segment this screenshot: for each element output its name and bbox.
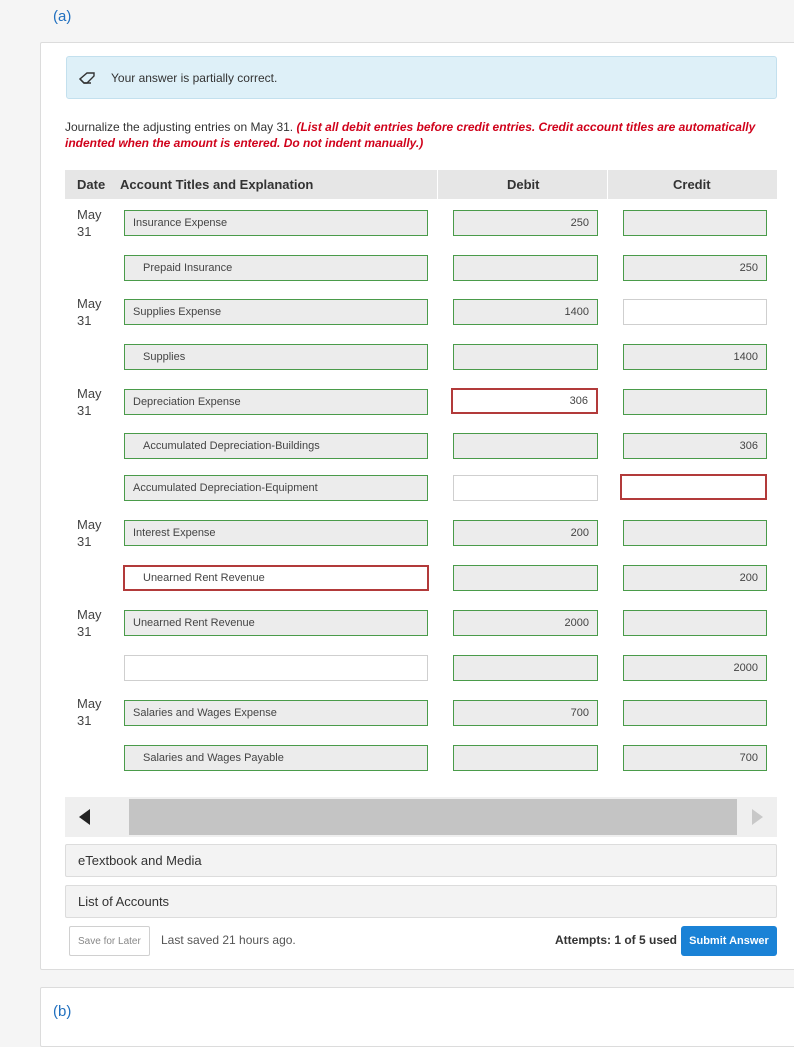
debit-input[interactable]: 1400 [453,299,598,325]
scrollbar-thumb[interactable] [129,799,737,835]
last-saved-text: Last saved 21 hours ago. [161,933,296,947]
debit-input[interactable]: 250 [453,210,598,236]
debit-input[interactable] [453,255,598,281]
account-input[interactable]: Salaries and Wages Payable [124,745,428,771]
part-b-card [40,987,794,1047]
credit-input[interactable] [623,610,767,636]
list-of-accounts-panel[interactable]: List of Accounts [65,885,777,918]
credit-input[interactable]: 250 [623,255,767,281]
eraser-icon [79,72,97,84]
save-for-later-button[interactable]: Save for Later [69,926,150,956]
header-account: Account Titles and Explanation [120,177,314,192]
credit-input[interactable] [623,389,767,415]
credit-input[interactable] [623,299,767,325]
table-header [65,170,777,199]
debit-input[interactable] [453,433,598,459]
entry-date: May 31 [77,386,102,418]
debit-input[interactable]: 2000 [453,610,598,636]
credit-input[interactable]: 200 [623,565,767,591]
header-credit: Credit [673,177,711,192]
account-input[interactable]: Accumulated Depreciation-Equipment [124,475,428,501]
header-date: Date [77,177,106,192]
credit-input[interactable] [620,474,767,500]
credit-input[interactable]: 306 [623,433,767,459]
instructions-main: Journalize the adjusting entries on May 31. [65,120,294,134]
account-input[interactable]: Supplies Expense [124,299,428,325]
credit-input[interactable]: 1400 [623,344,767,370]
entry-date: May 31 [77,517,102,549]
debit-input[interactable] [453,344,598,370]
entry-date: May 31 [77,607,102,639]
account-input[interactable]: Salaries and Wages Expense [124,700,428,726]
debit-input[interactable]: 306 [451,388,598,414]
entry-date: May 31 [77,296,102,328]
submit-answer-button[interactable]: Submit Answer [681,926,777,956]
account-input[interactable]: Insurance Expense [124,210,428,236]
instructions [65,119,780,151]
account-input[interactable]: Unearned Rent Revenue [123,565,429,591]
attempts-text: Attempts: 1 of 5 used [555,933,678,947]
account-input[interactable]: Depreciation Expense [124,389,428,415]
question-card [40,42,794,970]
debit-input[interactable] [453,655,598,681]
account-input[interactable]: Prepaid Insurance [124,255,428,281]
credit-input[interactable]: 2000 [623,655,767,681]
scroll-right-icon[interactable] [751,809,763,825]
credit-input[interactable] [623,210,767,236]
debit-input[interactable] [453,475,598,501]
credit-input[interactable]: 700 [623,745,767,771]
scroll-left-icon[interactable] [79,809,91,825]
credit-input[interactable] [623,520,767,546]
banner-text: Your answer is partially correct. [111,70,278,85]
partial-correct-banner [66,56,777,99]
etextbook-panel[interactable]: eTextbook and Media [65,844,777,877]
credit-input[interactable] [623,700,767,726]
debit-input[interactable] [453,745,598,771]
part-a-label: (a) [53,8,72,25]
entry-date: May 31 [77,207,102,239]
debit-input[interactable]: 700 [453,700,598,726]
header-debit: Debit [507,177,540,192]
account-input[interactable]: Interest Expense [124,520,428,546]
part-b-label: (b) [53,1003,72,1020]
account-input[interactable]: Accumulated Depreciation-Buildings [124,433,428,459]
debit-input[interactable]: 200 [453,520,598,546]
account-input[interactable]: Supplies [124,344,428,370]
account-input[interactable]: Unearned Rent Revenue [124,610,428,636]
horizontal-scrollbar[interactable] [65,797,777,837]
debit-input[interactable] [453,565,598,591]
entry-date: May 31 [77,696,102,728]
account-input[interactable] [124,655,428,681]
instructions-emphasis: (List all debit entries before credit entries. Credit account titles are automatically indented when the amount is entered. Do not indent manually.) [65,120,756,150]
